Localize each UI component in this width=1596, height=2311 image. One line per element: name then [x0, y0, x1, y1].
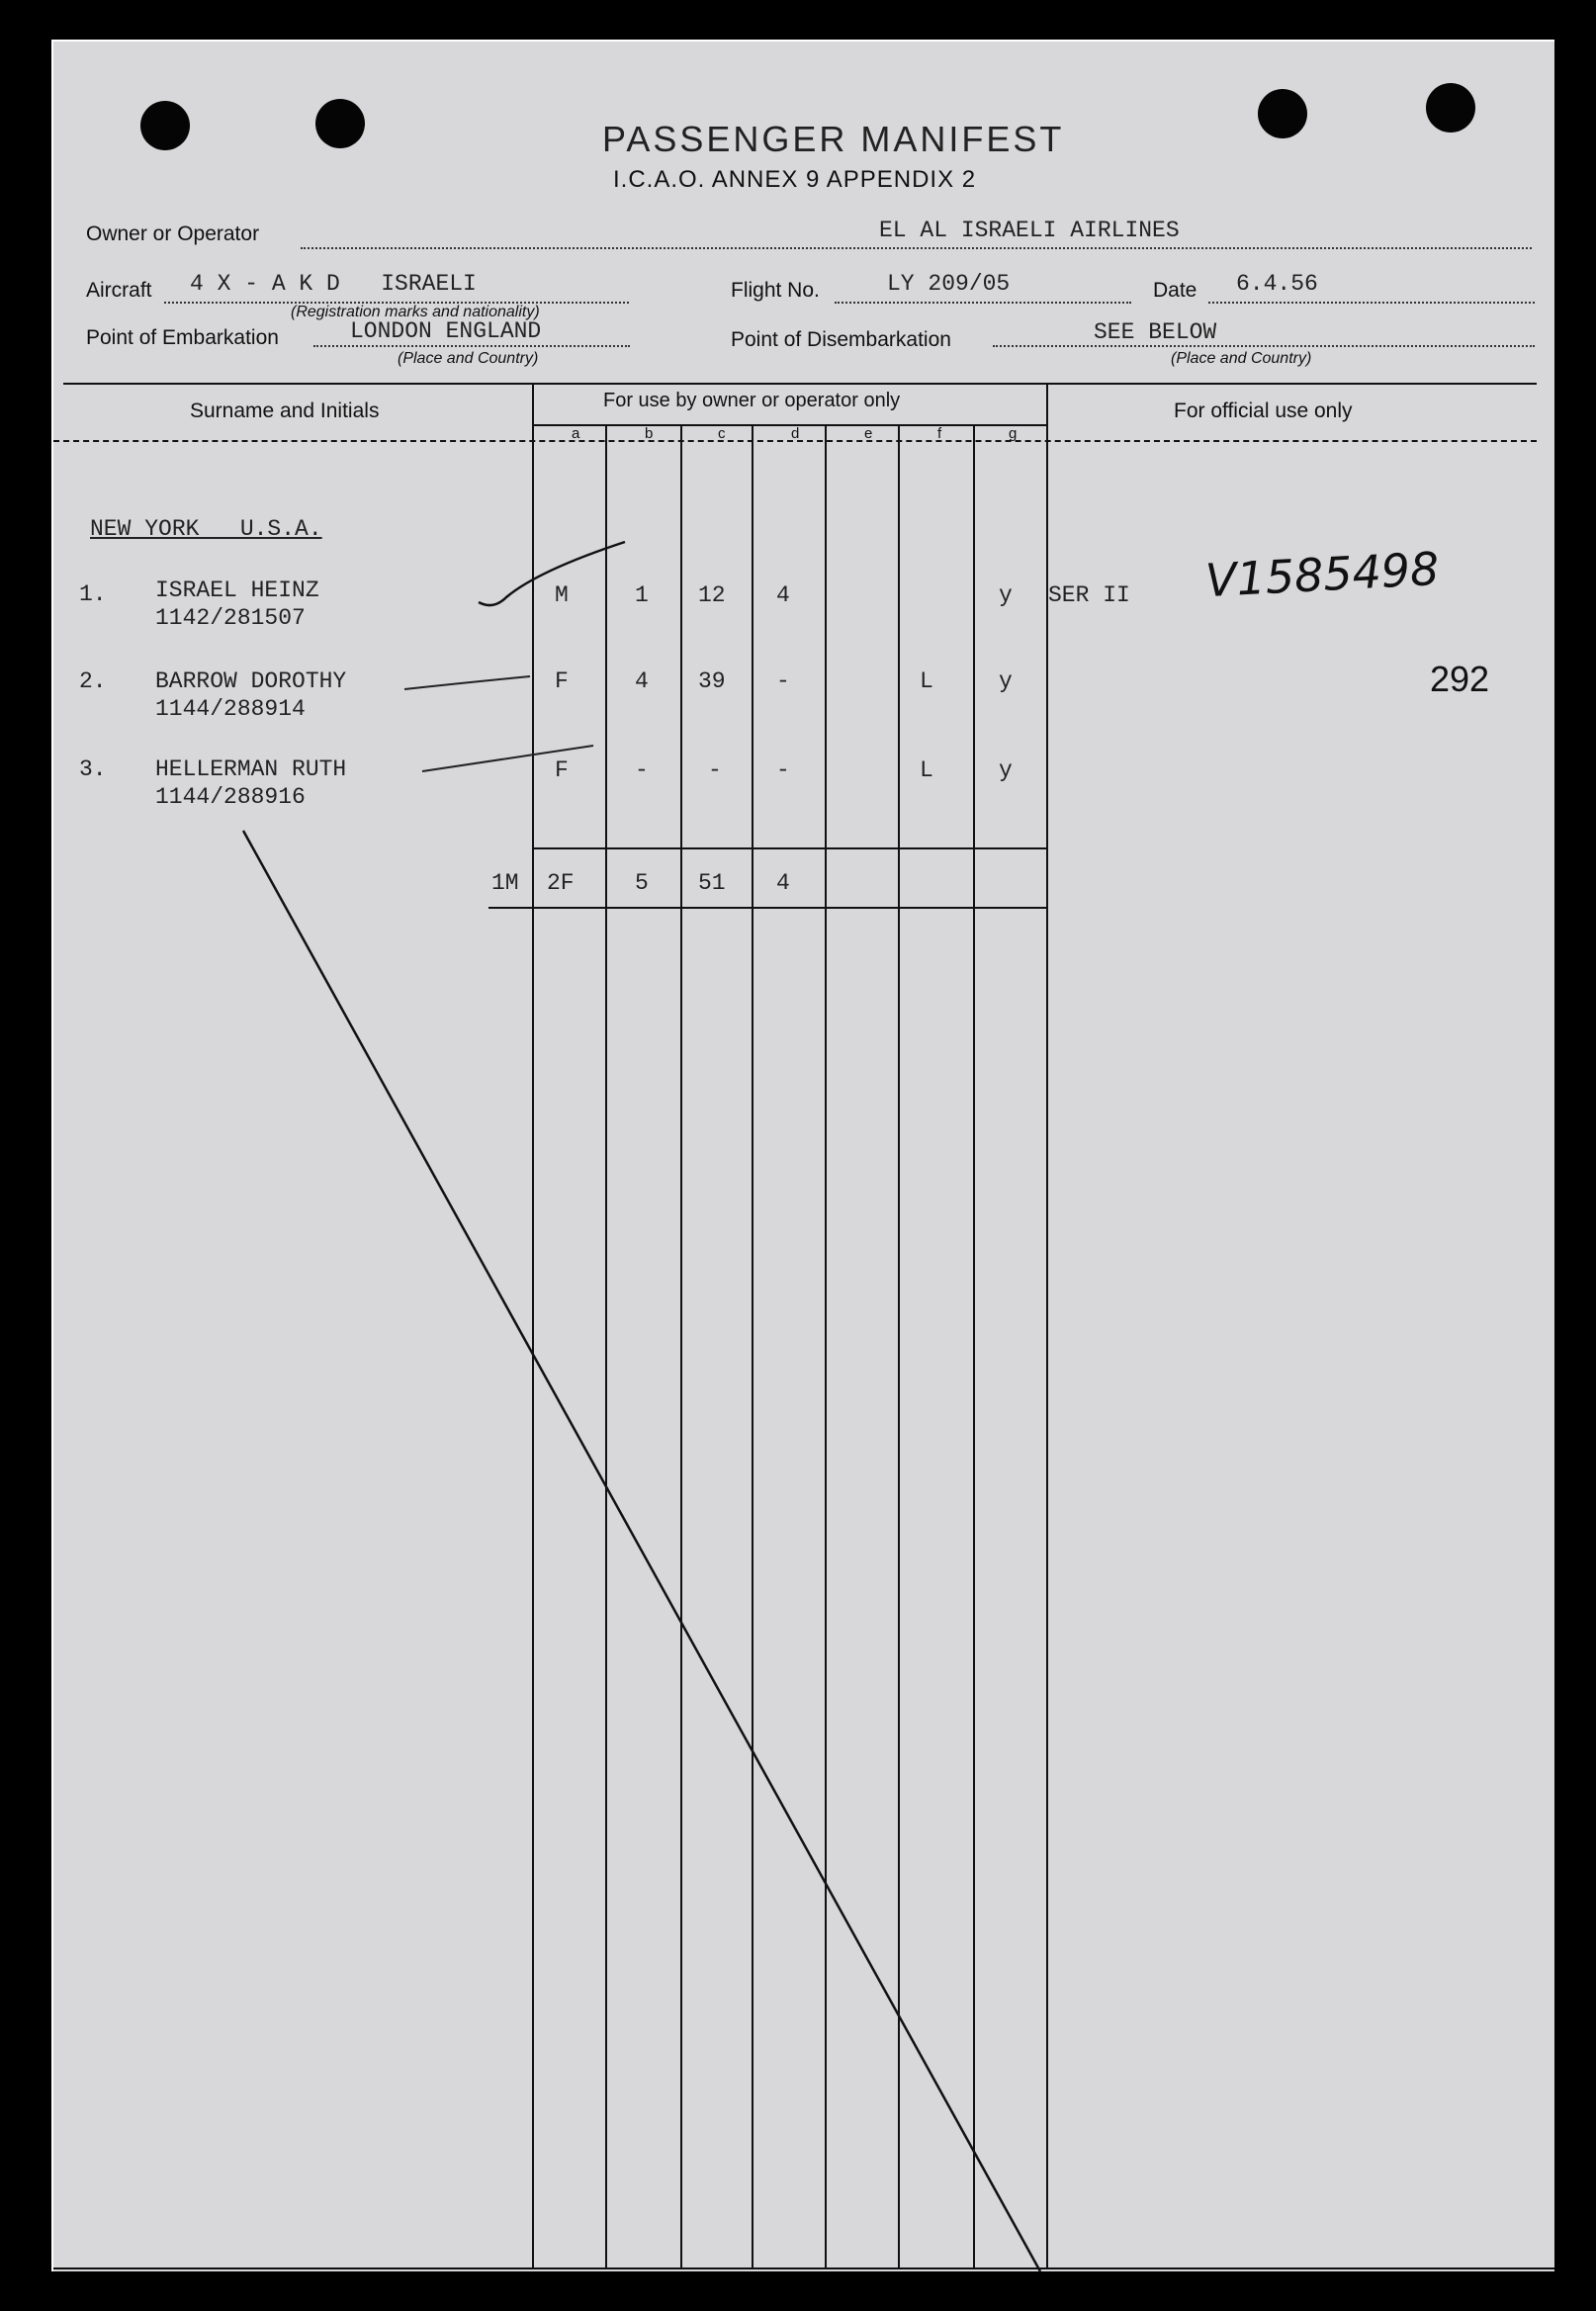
pen-strokes [53, 42, 1554, 2271]
totals-a: 2F [547, 870, 575, 896]
cell-d: - [776, 668, 790, 694]
cell-g: y [999, 668, 1013, 694]
cell-g: y [999, 582, 1013, 608]
disembarkation-value: SEE BELOW [1094, 319, 1217, 345]
passenger-name: ISRAEL HEINZ [155, 578, 319, 603]
subcol-a: a [572, 425, 580, 442]
cell-a: F [555, 668, 569, 694]
passenger-name: HELLERMAN RUTH [155, 756, 347, 782]
col-owner-header: For use by owner or operator only [603, 390, 901, 411]
flight-value: LY 209/05 [887, 271, 1011, 297]
passenger-ticket: 1144/288914 [155, 696, 306, 722]
cell-d: 4 [776, 582, 790, 608]
totals-b: 5 [635, 870, 649, 896]
pen-stroke [422, 746, 593, 771]
passenger-number: 2. [79, 668, 107, 694]
totals-d: 4 [776, 870, 790, 896]
col-official-header: For official use only [1174, 400, 1353, 422]
aircraft-label: Aircraft [86, 279, 152, 302]
passenger-number: 3. [79, 756, 107, 782]
flight-label: Flight No. [731, 279, 820, 302]
aircraft-value: 4 X - A K D ISRAELI [190, 271, 477, 297]
cell-f: L [920, 668, 933, 694]
disembarkation-label: Point of Disembarkation [731, 328, 951, 351]
cell-f: L [920, 757, 933, 783]
subcol-c: c [718, 425, 726, 442]
embarkation-value: LONDON ENGLAND [350, 318, 542, 344]
subcol-d: d [791, 425, 800, 442]
embarkation-label: Point of Embarkation [86, 326, 279, 349]
official-note: SER II [1048, 582, 1130, 608]
manifest-title: PASSENGER MANIFEST [602, 119, 1065, 159]
cell-d: - [776, 757, 790, 783]
cell-g: y [999, 757, 1013, 783]
cell-a: M [555, 582, 569, 608]
pen-stroke [404, 676, 530, 689]
handwritten-number: V1585498 [1203, 541, 1441, 608]
passenger-number: 1. [79, 581, 107, 607]
cell-b: 4 [635, 668, 649, 694]
passenger-ticket: 1144/288916 [155, 784, 306, 810]
subcol-b: b [645, 425, 654, 442]
subcol-f: f [937, 425, 942, 442]
manifest-sheet [51, 40, 1554, 2271]
cell-a: F [555, 757, 569, 783]
owner-label: Owner or Operator [86, 222, 260, 245]
aircraft-note: (Registration marks and nationality) [291, 304, 540, 320]
manifest-subtitle: I.C.A.O. ANNEX 9 APPENDIX 2 [613, 166, 977, 193]
cell-c: 12 [698, 582, 726, 608]
subcol-g: g [1009, 425, 1018, 442]
totals-c: 51 [698, 870, 726, 896]
destination-heading: NEW YORK U.S.A. [90, 516, 322, 542]
totals-label: 1M [491, 870, 519, 896]
col-names-header: Surname and Initials [190, 400, 380, 422]
owner-value: EL AL ISRAELI AIRLINES [879, 218, 1180, 243]
disembarkation-note: (Place and Country) [1171, 350, 1312, 367]
diagonal-cancel-line [243, 831, 1040, 2271]
date-label: Date [1153, 279, 1197, 302]
embarkation-note: (Place and Country) [398, 350, 539, 367]
cell-c: - [708, 757, 722, 783]
passenger-name: BARROW DOROTHY [155, 668, 347, 694]
date-value: 6.4.56 [1236, 271, 1318, 297]
cell-b: - [635, 757, 649, 783]
check-mark-stroke [479, 542, 625, 605]
passenger-ticket: 1142/281507 [155, 605, 306, 631]
cell-c: 39 [698, 668, 726, 694]
stamp-number: 292 [1430, 659, 1490, 699]
cell-b: 1 [635, 582, 649, 608]
subcol-e: e [864, 425, 873, 442]
